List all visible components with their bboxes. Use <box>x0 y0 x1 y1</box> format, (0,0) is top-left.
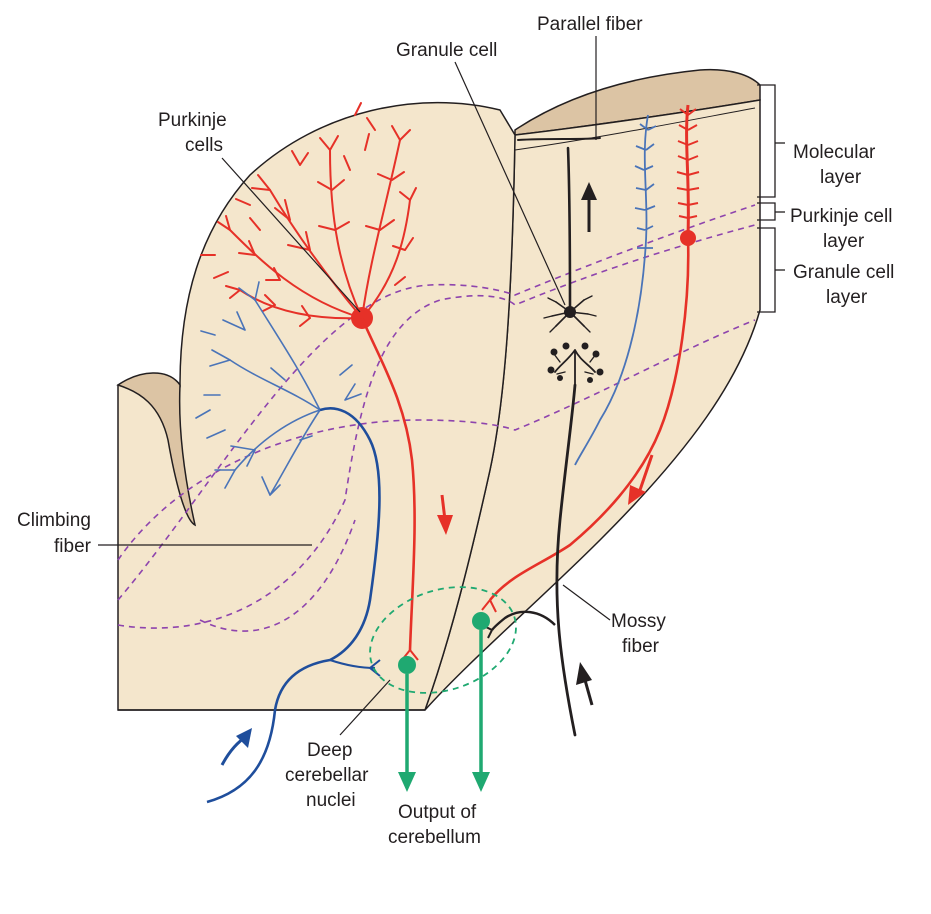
label-molecular-layer-1: Molecular <box>793 142 876 163</box>
mossy-input-arrow <box>576 662 592 685</box>
layer-brackets <box>757 85 785 312</box>
label-mossy-fiber-1: Mossy <box>611 611 666 632</box>
label-deep-nuclei-2: cerebellar <box>285 765 369 786</box>
label-purkinje-layer-1: Purkinje cell <box>790 206 893 227</box>
label-purkinje-cells-1: Purkinje <box>158 110 227 131</box>
label-output-1: Output of <box>398 802 477 823</box>
output-arrow-right <box>472 772 490 792</box>
label-climbing-fiber-1: Climbing <box>17 510 91 531</box>
output-arrow-left <box>398 772 416 792</box>
label-granule-layer-2: layer <box>826 287 868 308</box>
label-parallel-fiber: Parallel fiber <box>537 14 643 35</box>
label-deep-nuclei-3: nuclei <box>306 790 356 811</box>
label-granule-layer-1: Granule cell <box>793 262 895 283</box>
label-purkinje-cells-2: cells <box>185 135 224 156</box>
label-purkinje-layer-2: layer <box>823 231 865 252</box>
label-climbing-fiber-2: fiber <box>54 536 91 557</box>
label-deep-nuclei-1: Deep <box>307 740 353 761</box>
label-molecular-layer-2: layer <box>820 167 862 188</box>
label-mossy-fiber-2: fiber <box>622 636 659 657</box>
label-output-2: cerebellum <box>388 827 481 848</box>
label-granule-cell: Granule cell <box>396 40 498 61</box>
